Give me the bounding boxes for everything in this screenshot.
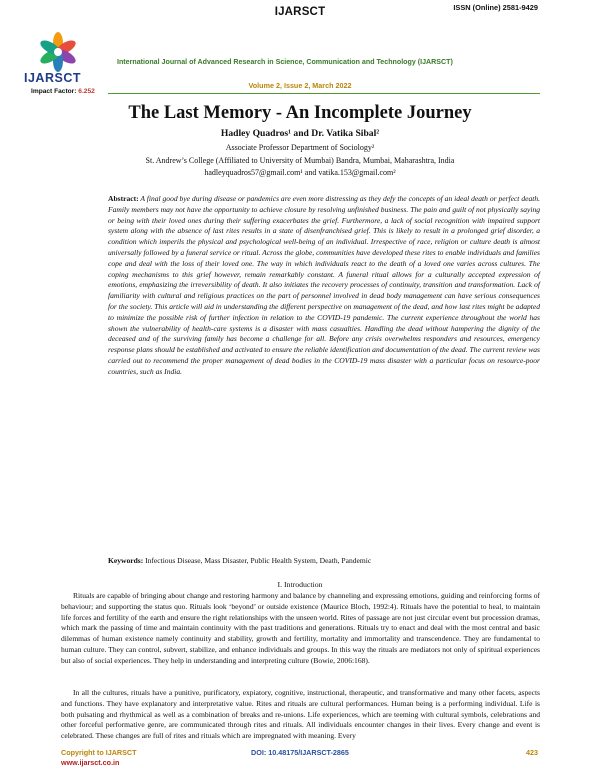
- copyright: Copyright to IJARSCT: [61, 748, 137, 757]
- intro-paragraph-1-text: Rituals are capable of bringing about change and restoring harmony and balance by channeling and expressing emotions, guiding and reinforcing forms of behaviour; and supporting the status quo. Rituals look ‘beyond’ or outside existence (Maurice Bloch, 1992:4). Rituals have the potential to heal, to maintain life forces and fertility of the earth and ensure the right relationships with the unseen world. Rites of passage are not just circular event but procession dramas, which mark the passing of time and maintain continuity with the past traditions and generations. Rituals try to enact and deal with the most central and basic dilemmas of human existence namely continuity and stability, growth and fertility, mortality and immortality and transcendence. They are fundamental to human culture. They can control, subvert, stabilize, and enhance individuals and groups. In this way the rituals are mediators not only of spiritual experiences but also of social experiences. They help in understanding and interpreting culture (Bowie, 2006:168).: [61, 591, 540, 665]
- authors: Hadley Quadros¹ and Dr. Vatika Sibal²: [220, 128, 380, 139]
- abstract-label: Abstract:: [108, 194, 139, 203]
- paper-title: The Last Memory - An Incomplete Journey: [128, 103, 472, 123]
- keywords-text: Infectious Disease, Mass Disaster, Public Health System, Death, Pandemic: [145, 556, 372, 565]
- section-heading: I. Introduction: [277, 580, 323, 589]
- website-link[interactable]: www.ijarsct.co.in: [61, 757, 120, 767]
- journal-full-name: International Journal of Advanced Research in Science, Communication and Technology (IJARSCT): [117, 58, 453, 66]
- abstract-text: A final good bye during disease or pandemics are even more distressing as they defy the concepts of an ideal death or perfect death. Family members may not have the opportunity to achieve closure by resolving unfinished business. The pain and guilt of not physically saying or being with their loved ones during their suffering exacerbates the grief. Furthermore, a lack of social recognition with impaired support system along with the absence of last rites results in a state of disenfranchised grief. This is likely to result in a prolonged grief disorder, a condition which imperils the physical and psychological well-being of an individual. Irrespective of race, religion or culture death is almost universally followed by a funeral service or ritual. Across the globe, communities have developed these rites to enable individuals and families cope and deal with the loss of their loved one. The way in which individuals react to the death of a loved one varies across cultures. The coping mechanisms to this grief however, remain remarkably constant. A funeral ritual allows for a culturally accepted expression of emotions, emphasizing the irreversibility of death. It also initiates the recovery processes of continuity, transition and transformation. Lack of familiarity with cultural and religious practices on the part of personnel involved in dead body management can have serious consequences for the society. This article will aid in understanding the different perspective on management of the dead, and how last rites might be adapted to minimize the possible risk of further infection in relation to the COVID-19 pandemic. The current experience throughout the world has shown the vulnerability of health-care systems is a disaster with mass casualties. Handling the dead without hampering the dignity of the deceased and of the surviving family has become a challenge for all. Before any crisis overwhelms responders and resources, emergency response plans should be established and activated to ensure the reliable identification and documentation of the dead. The current review was carried out to recommend the proper management of dead bodies in the COVID-19 mass disaster with a particular focus on resource-poor countries, such as India.: [108, 194, 540, 376]
- doi[interactable]: DOI: 10.48175/IJARSCT-2865: [251, 748, 349, 757]
- logo-text: IJARSCT: [24, 71, 81, 85]
- header-divider: [108, 93, 540, 94]
- intro-paragraph-2: [61, 688, 540, 742]
- volume-issue: Volume 2, Issue 2, March 2022: [248, 81, 352, 90]
- intro-paragraph-2-text: In all the cultures, rituals have a punitive, purificatory, expiatory, cognitive, instructional, therapeutic, and transformative and many other facets, aspects and functions. They have explanatory and interpretative value. Rites and rituals are cultural performances. Human being is a performing individual. Life is both pulsating and rhythmical as well as a combination of breaks and re-unions. Life experiences, which are teeming with cultural symbols, celebrations and other forceful performative genre, are communicated through rites and rituals. All individuals encounter changes in their lives. Every change and event is celebrated. These changes are full of rites and rituals which are impregnated with meaning. Every: [61, 688, 540, 740]
- keywords-label: Keywords:: [108, 556, 144, 565]
- issn: ISSN (Online) 2581-9429: [453, 3, 538, 12]
- affiliation: St. Andrew’s College (Affiliated to University of Mumbai) Bandra, Mumbai, Maharashtra, India: [145, 156, 455, 165]
- intro-paragraph-1: [61, 591, 540, 666]
- impact-label: Impact Factor:: [31, 88, 77, 95]
- journal-logo-icon: [36, 30, 80, 74]
- abstract: [108, 194, 540, 378]
- keywords: [108, 556, 540, 565]
- journal-short-name: IJARSCT: [274, 6, 326, 18]
- emails: hadleyquadros57@gmail.com¹ and vatika.153@gmail.com²: [204, 168, 396, 177]
- page-number: 423: [526, 748, 538, 757]
- impact-value: 6.252: [78, 88, 95, 95]
- author-position: Associate Professor Department of Sociology²: [225, 143, 375, 152]
